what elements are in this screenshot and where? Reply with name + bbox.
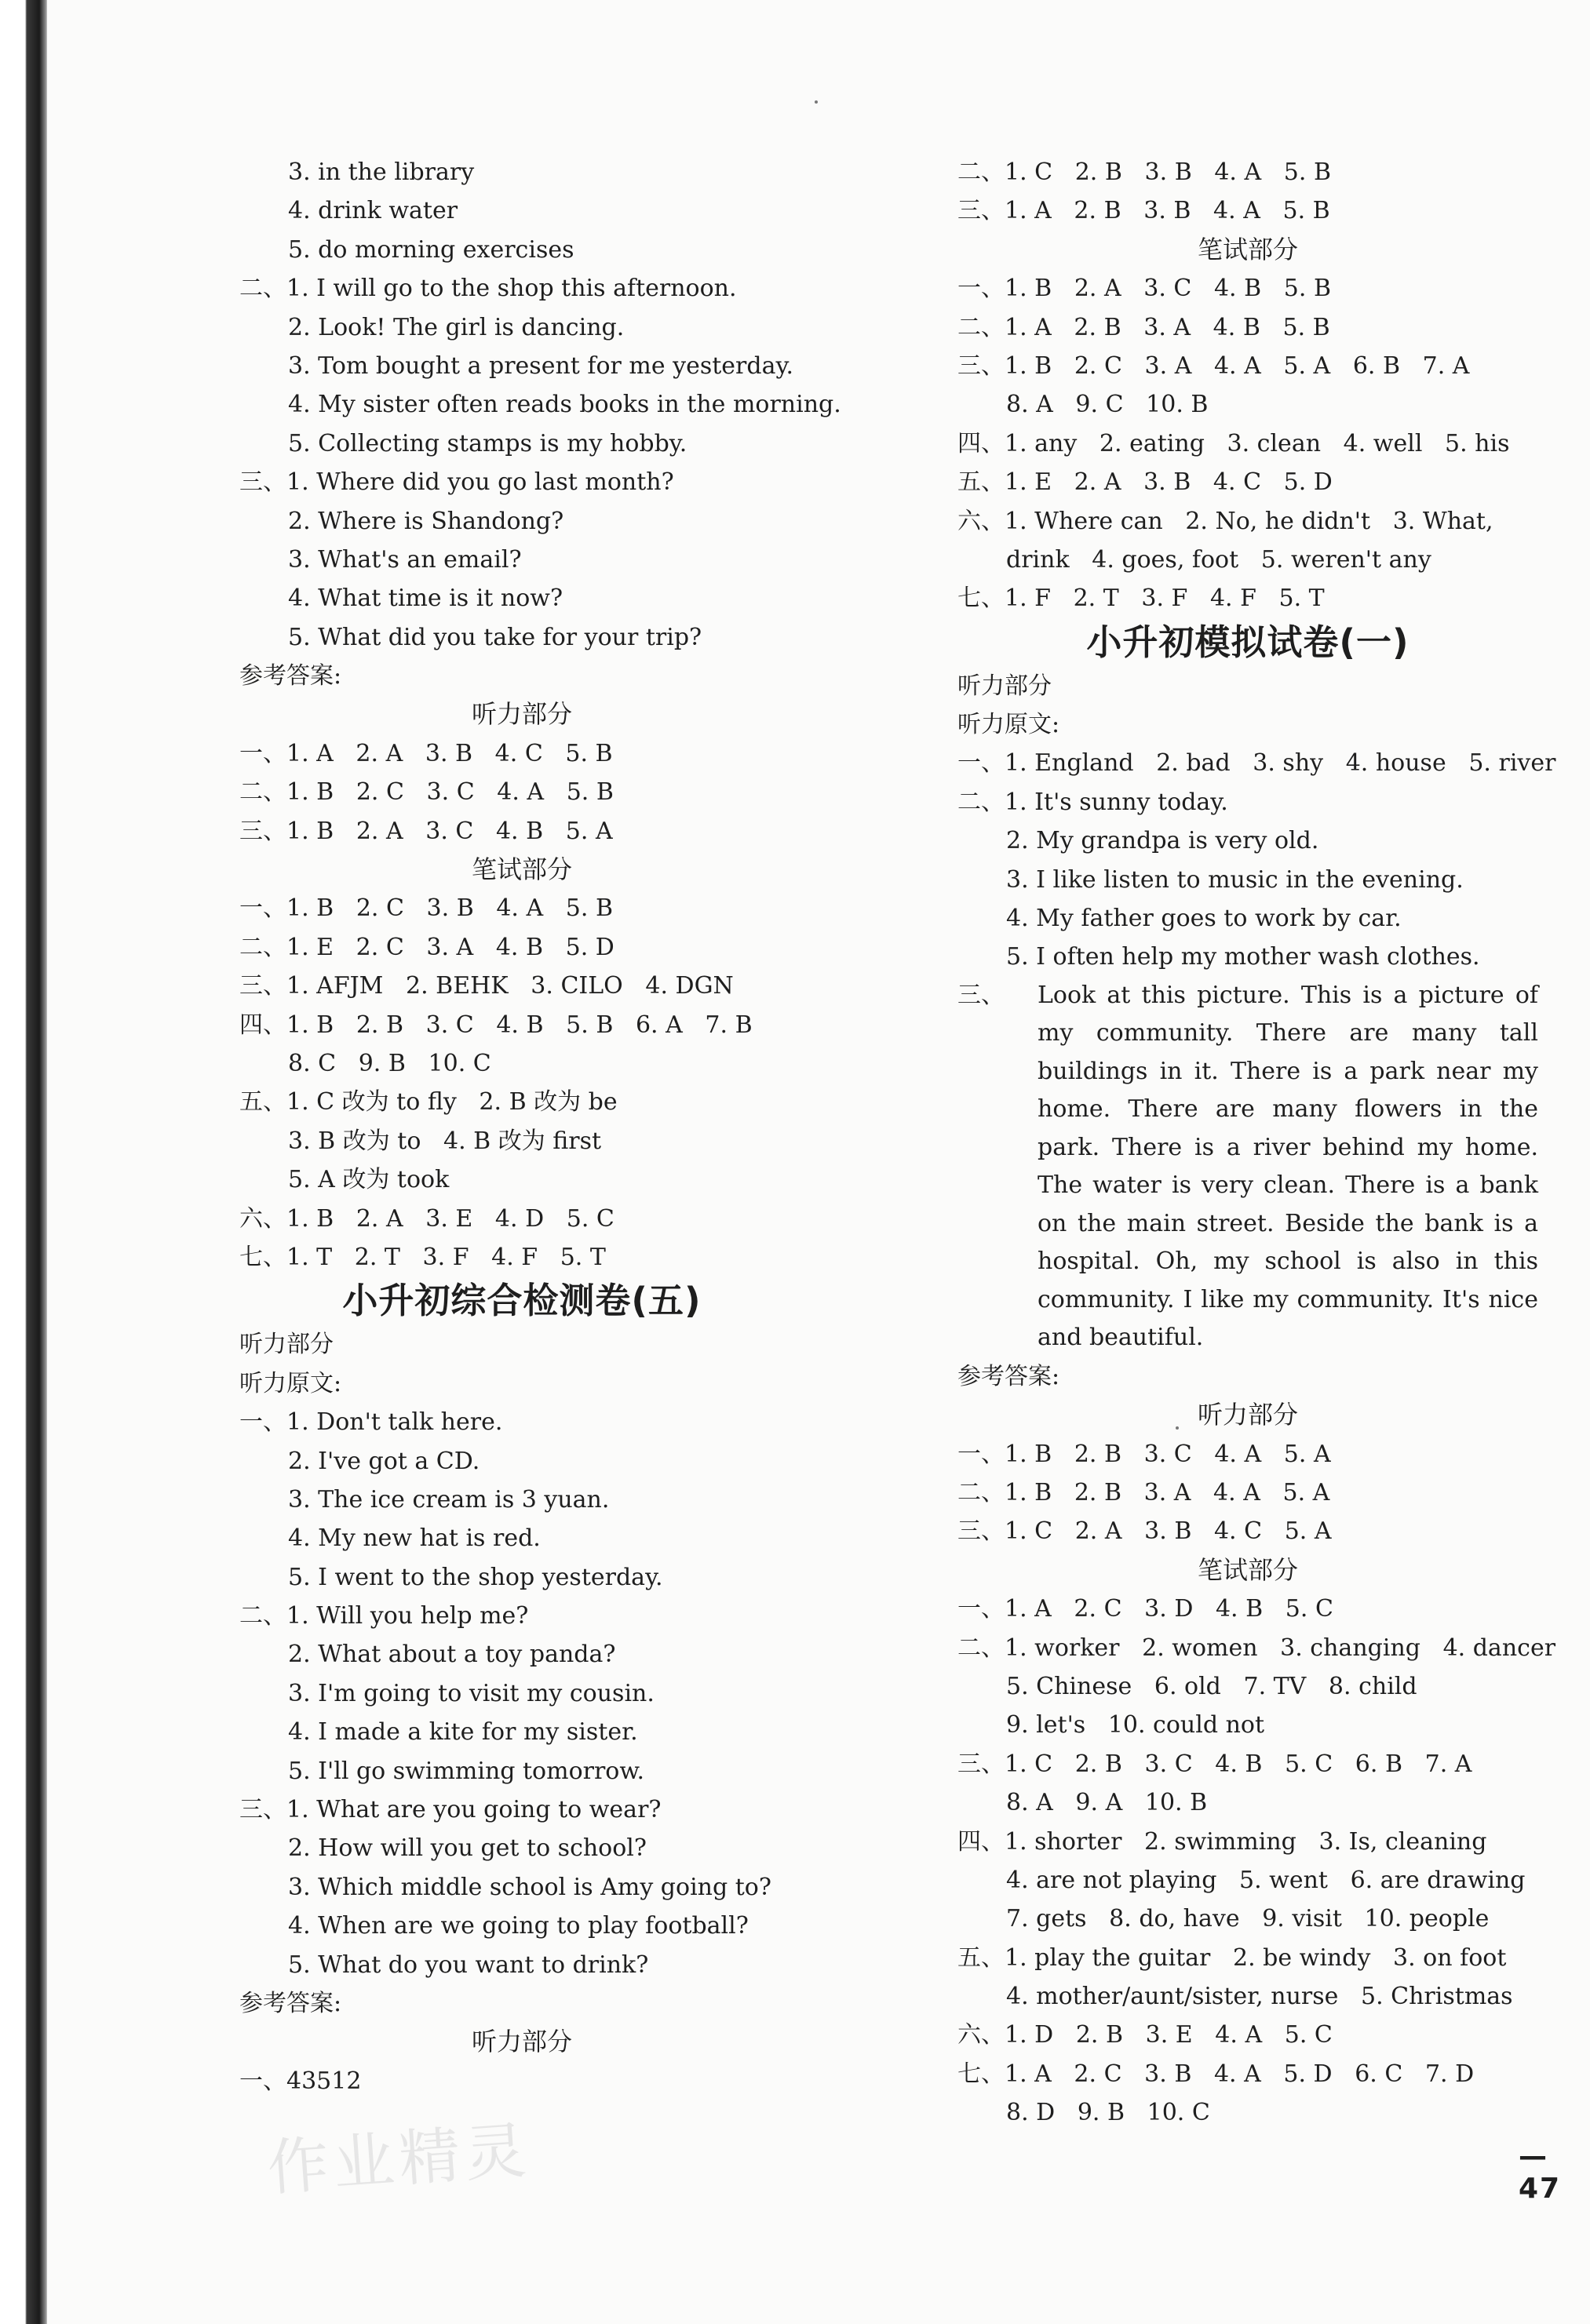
answer-line: 2. How will you get to school? [288,1834,647,1863]
answer-line: 8. C 9. B 10. C [288,1049,491,1077]
answer-line: 七、1. F 2. T 3. F 4. F 5. T [957,585,1325,613]
answer-line: 听力部分 [239,1331,334,1359]
answer-line: 8. A 9. C 10. B [1006,391,1209,419]
answer-line: 六、1. B 2. A 3. E 4. D 5. C [239,1204,614,1233]
answer-line: 3. The ice cream is 3 yuan. [288,1485,610,1514]
answer-line: 六、1. D 2. B 3. E 4. A 5. C [957,2021,1333,2049]
answer-line: 二、1. A 2. B 3. A 4. B 5. B [957,313,1330,341]
section-title: 小升初综合检测卷(五) [342,1280,702,1322]
answer-line: 一、1. A 2. A 3. B 4. C 5. B [239,739,613,767]
answer-line: 4. My sister often reads books in the morning. [288,391,841,419]
answer-line: 二、1. Will you help me? [239,1602,529,1630]
answer-line: 五、1. C 改为 to fly 2. B 改为 be [239,1088,618,1116]
answer-line: 5. I'll go swimming tomorrow. [288,1757,645,1785]
scan-speck [815,100,818,104]
answer-line: 2. I've got a CD. [288,1447,480,1475]
answer-line: 2. Look! The girl is dancing. [288,313,625,341]
answer-line: 2. What about a toy panda? [288,1641,616,1669]
answer-line: 七、1. T 2. T 3. F 4. F 5. T [239,1243,606,1271]
answer-line: 8. A 9. A 10. B [1006,1789,1208,1817]
answer-line: 三、1. C 2. A 3. B 4. C 5. A [957,1517,1332,1546]
answer-line: 听力原文: [957,711,1060,739]
right-column-top [957,153,1556,977]
right-column [957,153,1556,2133]
answer-line: 三、1. Where did you go last month? [239,468,674,497]
section-heading: 笔试部分 [471,854,572,885]
answer-line: 一、1. B 2. B 3. C 4. A 5. A [957,1440,1331,1468]
answer-line: 三、1. What are you going to wear? [239,1796,662,1824]
answer-line: 3. I'm going to visit my cousin. [288,1679,655,1707]
answer-line: 一、1. England 2. bad 3. shy 4. house 5. river [957,749,1556,778]
right-column-bottom [957,1357,1556,2133]
answer-line: 一、1. B 2. A 3. C 4. B 5. B [957,275,1331,303]
left-column [239,153,841,2100]
answer-line: 参考答案: [239,662,342,690]
section-heading: 笔试部分 [1197,234,1298,264]
answer-line: 二、1. B 2. B 3. A 4. A 5. A [957,1478,1330,1506]
answer-line: 二、1. It's sunny today. [957,788,1228,816]
answer-line: 三、1. A 2. B 3. B 4. A 5. B [957,197,1330,225]
answer-line: 3. Which middle school is Amy going to? [288,1873,771,1901]
page-number: — 47 [1519,2140,1562,2205]
answer-line: 4. My new hat is red. [288,1524,541,1553]
answer-line: 9. let's 10. could not [1006,1711,1265,1739]
answer-line: 5. I went to the shop yesterday. [288,1563,663,1591]
section-heading: 笔试部分 [1197,1554,1298,1585]
answer-line: 五、1. play the guitar 2. be windy 3. on foot [957,1943,1507,1972]
answer-line: 二、1. I will go to the shop this afternoon. [239,275,737,303]
answer-line: 四、1. B 2. B 3. C 4. B 5. B 6. A 7. B [239,1011,753,1039]
answer-line: 听力部分 [957,672,1052,700]
answer-line: 七、1. A 2. C 3. B 4. A 5. D 6. C 7. D [957,2060,1475,2088]
answer-line: 2. Where is Shandong? [288,507,564,535]
section-heading: 听力部分 [471,699,572,730]
answer-line: 四、1. any 2. eating 3. clean 4. well 5. his [957,429,1510,457]
answer-line: 3. I like listen to music in the evening. [1006,865,1464,894]
answer-line: 一、43512 [239,2067,362,2095]
answer-line: 三、1. B 2. C 3. A 4. A 5. A 6. B 7. A [957,352,1470,380]
answer-line: 3. B 改为 to 4. B 改为 first [288,1127,602,1155]
answer-line: 8. D 9. B 10. C [1006,2099,1210,2127]
answer-line: 3. Tom bought a present for me yesterday. [288,352,793,380]
answer-line: 5. do morning exercises [288,235,574,264]
answer-line: 4. mother/aunt/sister, nurse 5. Christmas [1006,1983,1513,2011]
answer-line: 4. are not playing 5. went 6. are drawing [1006,1866,1526,1894]
answer-line: 二、1. C 2. B 3. B 4. A 5. B [957,158,1331,186]
section-title: 小升初模拟试卷(一) [1086,621,1409,663]
answer-line: 3. What's an email? [288,545,522,574]
answer-line: 2. My grandpa is very old. [1006,827,1319,855]
section-heading: 听力部分 [1197,1400,1298,1430]
answer-line: 5. What did you take for your trip? [288,623,702,651]
watermark-text: 作业精灵 [264,2115,534,2205]
answer-line: 5. What do you want to drink? [288,1951,649,1979]
section-heading: 听力部分 [471,2027,572,2057]
answer-line: 5. Chinese 6. old 7. TV 8. child [1006,1672,1417,1700]
answer-line: drink 4. goes, foot 5. weren't any [1006,545,1431,574]
answer-line: 三、1. B 2. A 3. C 4. B 5. A [239,817,613,845]
answer-line: 4. My father goes to work by car. [1006,905,1402,933]
answer-line: 三、1. C 2. B 3. C 4. B 5. C 6. B 7. A [957,1750,1472,1778]
answer-line: 3. in the library [288,158,475,186]
answer-line: 五、1. E 2. A 3. B 4. C 5. D [957,468,1333,497]
scan-edge [0,0,47,2324]
passage-text: Look at this picture. This is a picture of my community. There are many tall buildings in it. There is a park near my home. There are many flowers in the park. There is a river behind my home. The water is very clean. There is a bank on the main street. Beside the bank is a hospital. Oh, my school is also in this community. I like my community. It's nice and beautiful. [1038,981,1538,1352]
passage-number: 三、 [957,981,1005,1009]
answer-line: 7. gets 8. do, have 9. visit 10. people [1006,1905,1490,1933]
answer-line: 二、1. worker 2. women 3. changing 4. dancer [957,1634,1556,1662]
answer-line: 一、1. A 2. C 3. D 4. B 5. C [957,1595,1333,1623]
listening-passage [957,977,1538,1357]
answer-line: 三、1. AFJM 2. BEHK 3. CILO 4. DGN [239,972,734,1000]
answer-line: 二、1. B 2. C 3. C 4. A 5. B [239,778,614,807]
answer-line: 4. What time is it now? [288,585,563,613]
answer-line: 参考答案: [239,1989,342,2017]
answer-line: 一、1. B 2. C 3. B 4. A 5. B [239,894,613,923]
answer-line: 4. I made a kite for my sister. [288,1718,638,1747]
answer-line: 一、1. Don't talk here. [239,1408,503,1437]
answer-line: 听力原文: [239,1369,342,1397]
answer-line: 4. drink water [288,197,458,225]
answer-line: 四、1. shorter 2. swimming 3. Is, cleaning [957,1827,1487,1856]
answer-line: 5. A 改为 took [288,1166,450,1194]
answer-line: 参考答案: [957,1362,1060,1390]
answer-line: 5. I often help my mother wash clothes. [1006,943,1480,971]
answer-line: 5. Collecting stamps is my hobby. [288,429,687,457]
answer-line: 4. When are we going to play football? [288,1912,749,1940]
answer-line: 二、1. E 2. C 3. A 4. B 5. D [239,933,614,961]
answer-line: 六、1. Where can 2. No, he didn't 3. What, [957,507,1493,535]
